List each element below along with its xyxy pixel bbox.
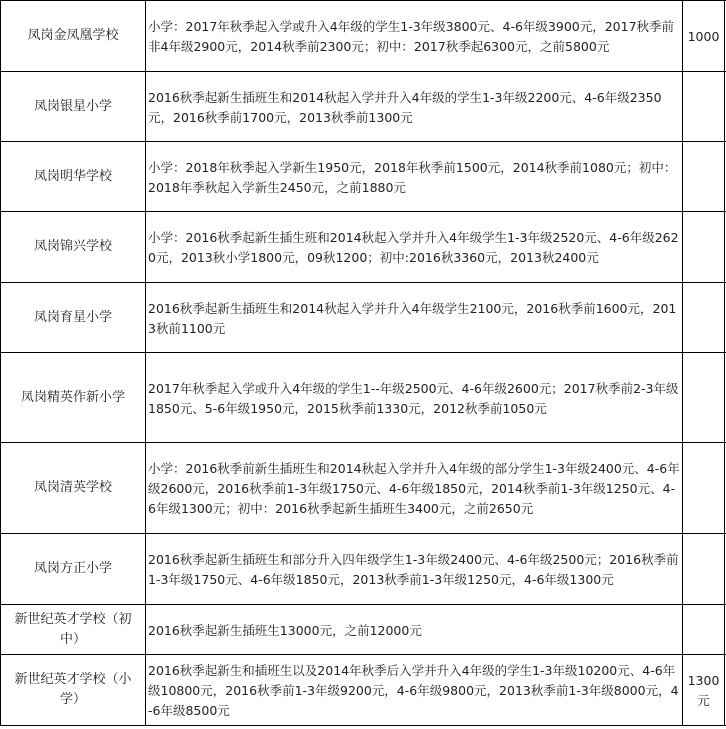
extra-fee: [683, 72, 725, 142]
school-name: 凤岗金凤凰学校: [1, 1, 146, 72]
fee-description: 2016秋季起新生插班生和2014秋起入学并升入4年级的学生1-3年级2200元、4-6年级2350元，2016秋季前1700元，2013秋季前1300元: [146, 72, 683, 142]
extra-fee: 1300元: [683, 655, 725, 726]
school-name: 新世纪英才学校（小学）: [1, 655, 146, 726]
fee-description: 小学：2016秋季起新生插生班和2014秋起入学并升入4年级学生1-3年级2520元、4-6年级2620元，2013秋小学1800元，09秋1200；初中:2016秋3360元，2013秋2400元: [146, 212, 683, 283]
extra-fee: [683, 212, 725, 283]
table-row: [1, 72, 726, 142]
table-row: [1, 212, 726, 283]
table-row: [1, 283, 726, 353]
extra-fee: 1000: [683, 1, 725, 72]
fee-description: 2016秋季起新生和插班生以及2014年秋季后入学并升入4年级的学生1-3年级10200元、4-6年级10800元，2016秋季前1-3年级9200元，4-6年级9800元，2013秋季前1-3年级8000元，4-6年级8500元: [146, 655, 683, 726]
extra-fee: [683, 353, 725, 443]
table-row: [1, 534, 726, 605]
school-name: 凤岗银星小学: [1, 72, 146, 142]
fee-description: 小学：2016秋季前新生插班生和2014秋起入学并升入4年级的部分学生1-3年级2400元、4-6年级2600元，2016秋季前1-3年级1750元、4-6年级1850元，2014秋季前1-3年级1250元、4-6年级1300元；初中：2016秋季起新生插班生3400元，之前2650元: [146, 443, 683, 534]
extra-fee: [683, 283, 725, 353]
table-row: [1, 605, 726, 655]
school-name: 凤岗明华学校: [1, 142, 146, 212]
table-row: [1, 443, 726, 534]
school-name: 凤岗锦兴学校: [1, 212, 146, 283]
school-name: 新世纪英才学校（初中）: [1, 605, 146, 655]
fee-description: 2016秋季起新生插班生13000元，之前12000元: [146, 605, 683, 655]
school-name: 凤岗精英作新小学: [1, 353, 146, 443]
extra-fee: [683, 443, 725, 534]
school-name: 凤岗育星小学: [1, 283, 146, 353]
table-row: [1, 1, 726, 72]
school-name: 凤岗方正小学: [1, 534, 146, 605]
extra-fee: [683, 605, 725, 655]
table-row: [1, 142, 726, 212]
extra-fee: [683, 142, 725, 212]
table-row: [1, 655, 726, 726]
fee-description: 2017年秋季起入学或升入4年级的学生1--年级2500元、4-6年级2600元；2017秋季前2-3年级1850元、5-6年级1950元，2015秋季前1330元，2012秋季前1050元: [146, 353, 683, 443]
extra-fee: [683, 534, 725, 605]
school-name: 凤岗清英学校: [1, 443, 146, 534]
table-row: [1, 353, 726, 443]
fee-description: 2016秋季起新生插班生和部分升入四年级学生1-3年级2400元、4-6年级2500元；2016秋季前1-3年级1750元、4-6年级1850元，2013秋季前1-3年级1250元，4-6年级1300元: [146, 534, 683, 605]
fee-description: 小学：2017年秋季起入学或升入4年级的学生1-3年级3800元、4-6年级3900元，2017秋季前非4年级2900元，2014秋季前2300元；初中：2017秋季起6300元，之前5800元: [146, 1, 683, 72]
fee-description: 2016秋季起新生插班生和2014秋起入学并升入4年级学生2100元，2016秋季前1600元，2013秋前1100元: [146, 283, 683, 353]
fee-description: 小学：2018年秋季起入学新生1950元，2018年秋季前1500元，2014秋季前1080元；初中：2018年季秋起入学新生2450元，之前1880元: [146, 142, 683, 212]
